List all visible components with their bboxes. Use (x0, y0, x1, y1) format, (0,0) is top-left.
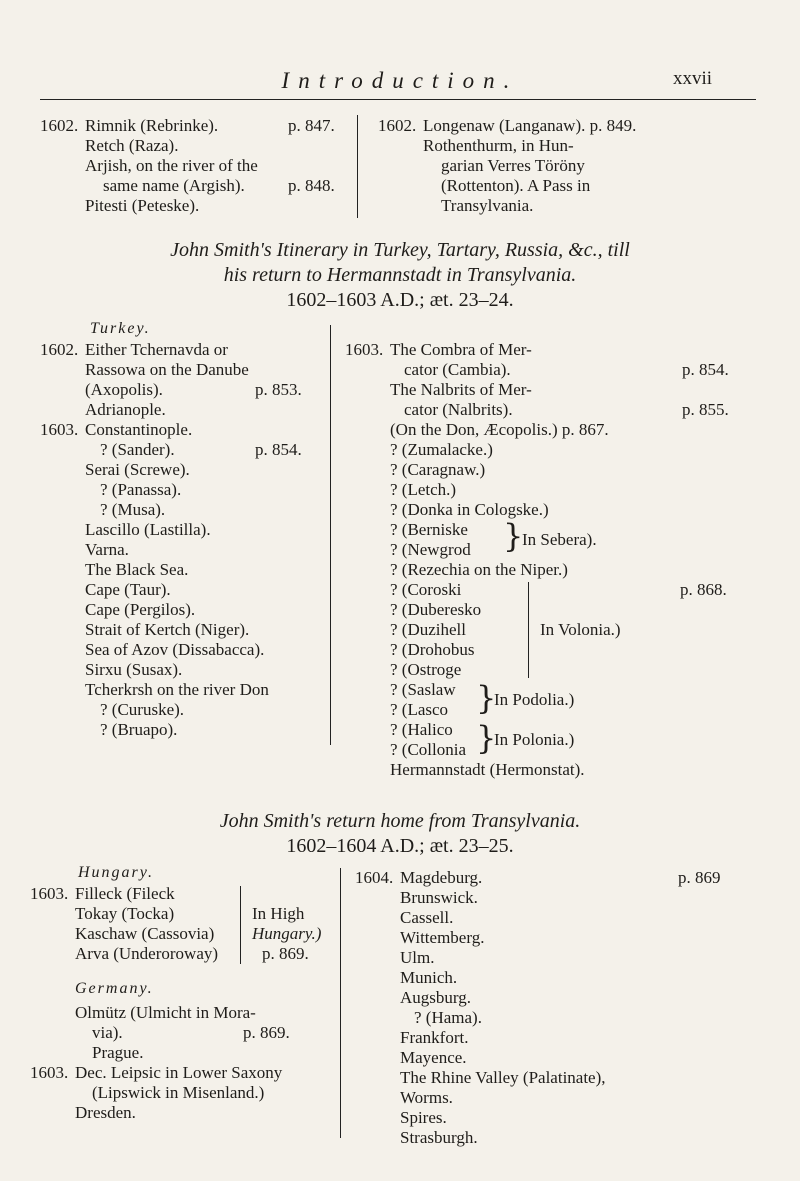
sub-heading-turkey: Turkey. (90, 320, 151, 337)
entry: Strait of Kertch (Niger). (85, 620, 250, 639)
header-rule (40, 99, 756, 100)
entry: ? (Coroski (390, 580, 462, 599)
entry: Pitesti (Peteske). (85, 196, 200, 215)
entry: Augsburg. (400, 988, 471, 1007)
entry: ? (Bruapo). (100, 720, 178, 739)
entry: Rothenthurm, in Hun- (423, 136, 574, 155)
entry: Munich. (400, 968, 458, 987)
entry-year: 1603. (40, 420, 79, 439)
entry: (Rottenton). A Pass in (441, 176, 591, 195)
entry: ? (Duberesko (390, 600, 482, 619)
entry: garian Verres Töröny (441, 156, 585, 175)
entry: ? (Collonia (390, 740, 467, 759)
page-ref: p. 848. (288, 176, 335, 195)
entry: ? (Zumalacke.) (390, 440, 493, 459)
page-ref: p. 869 (678, 868, 721, 887)
entry: (Lipswick in Misenland.) (92, 1083, 265, 1102)
entry: ? (Curuske). (100, 700, 185, 719)
group-bracket (240, 886, 241, 964)
section-title: John Smith's return home from Transylvania. (219, 810, 581, 832)
entry: Brunswick. (400, 888, 478, 907)
entry: (Axopolis). (85, 380, 163, 399)
page-ref: p. 869. (243, 1023, 290, 1042)
entry: ? (Panassa). (100, 480, 182, 499)
column-divider (330, 325, 331, 745)
brace: } (476, 679, 497, 717)
page-ref: p. 868. (680, 580, 727, 599)
entry: The Rhine Valley (Palatinate), (400, 1068, 606, 1087)
page-ref: p. 855. (682, 400, 729, 419)
entry: Sirxu (Susax). (85, 660, 183, 679)
page-ref: p. 854. (682, 360, 729, 379)
entry: Wittemberg. (400, 928, 485, 947)
entry: ? (Drohobus (390, 640, 475, 659)
group-bracket (528, 582, 529, 678)
entry: ? (Rezechia on the Niper.) (390, 560, 568, 579)
entry: Olmütz (Ulmicht in Mora- (75, 1003, 256, 1022)
entry: ? (Newgrod (390, 540, 471, 559)
brace: } (503, 517, 524, 555)
entry: Rimnik (Rebrinke). (85, 116, 219, 135)
entry: Tcherkrsh on the river Don (85, 680, 269, 699)
entry: Serai (Screwe). (85, 460, 190, 479)
entry-year: 1603. (345, 340, 384, 359)
entry: via). (92, 1023, 123, 1042)
page-ref: p. 847. (288, 116, 335, 135)
entry: ? (Donka in Cologske.) (390, 500, 549, 519)
section-date: 1602–1603 A.D.; æt. 23–24. (286, 289, 514, 311)
entry: ? (Ostroge (390, 660, 462, 679)
entry: Sea of Azov (Dissabacca). (85, 640, 265, 659)
entry: Tokay (Tocka) (75, 904, 175, 923)
entry: Filleck (Fileck (75, 884, 175, 903)
group-label: Hungary.) (252, 924, 322, 943)
entry: Constantinople. (85, 420, 193, 439)
section-date: 1602–1604 A.D.; æt. 23–25. (286, 835, 514, 857)
page-ref: p. 853. (255, 380, 302, 399)
entry: Frankfort. (400, 1028, 469, 1047)
entry: Dresden. (75, 1103, 136, 1122)
brace: } (476, 719, 497, 757)
column-divider (340, 868, 341, 1138)
entry-year: 1602. (378, 116, 417, 135)
entry: Cape (Pergilos). (85, 600, 196, 619)
column-divider (357, 115, 358, 218)
entry: Retch (Raza). (85, 136, 179, 155)
entry: Either Tchernavda or (85, 340, 228, 359)
entry: Mayence. (400, 1048, 467, 1067)
entry: Strasburgh. (400, 1128, 478, 1147)
entry: Transylvania. (441, 196, 534, 215)
entry: ? (Lasco (390, 700, 449, 719)
entry: ? (Letch.) (390, 480, 457, 499)
page-ref: p. 869. (262, 944, 309, 963)
group-label: In High (252, 904, 305, 923)
entry: Longenaw (Langanaw). p. 849. (423, 116, 637, 135)
entry: The Black Sea. (85, 560, 189, 579)
section-title: John Smith's Itinerary in Turkey, Tartary, Russia, &c., till (170, 239, 630, 261)
entry: Adrianople. (85, 400, 166, 419)
entry: ? (Duzihell (390, 620, 466, 639)
entry-year: 1603. (30, 1063, 69, 1082)
entry: Ulm. (400, 948, 435, 967)
page-number: xxvii (672, 68, 712, 89)
entry: Dec. Leipsic in Lower Saxony (75, 1063, 283, 1082)
entry: Hermannstadt (Hermonstat). (390, 760, 585, 779)
entry: ? (Berniske (390, 520, 468, 539)
group-label: In Polonia.) (494, 730, 575, 749)
section-title: his return to Hermannstadt in Transylvania. (223, 264, 577, 286)
entry: Arva (Underoroway) (75, 944, 219, 963)
sub-heading-germany: Germany. (75, 980, 154, 997)
entry-year: 1602. (40, 116, 79, 135)
entry: Rassowa on the Danube (85, 360, 249, 379)
entry: ? (Hama). (414, 1008, 482, 1027)
entry: ? (Musa). (100, 500, 166, 519)
entry: Cape (Taur). (85, 580, 171, 599)
running-header: Introduction. (281, 68, 519, 93)
entry: The Combra of Mer- (390, 340, 532, 359)
page-ref: p. 854. (255, 440, 302, 459)
entry: ? (Sander). (100, 440, 175, 459)
entry: The Nalbrits of Mer- (390, 380, 532, 399)
entry: ? (Halico (390, 720, 453, 739)
entry: cator (Nalbrits). (404, 400, 513, 419)
entry-year: 1603. (30, 884, 69, 903)
entry: Kaschaw (Cassovia) (75, 924, 215, 943)
entry: ? (Caragnaw.) (390, 460, 486, 479)
sub-heading-hungary: Hungary. (78, 864, 154, 881)
entry: cator (Cambia). (404, 360, 511, 379)
entry: Prague. (92, 1043, 144, 1062)
entry: Arjish, on the river of the (85, 156, 258, 175)
group-label: In Podolia.) (494, 690, 575, 709)
entry: Varna. (85, 540, 129, 559)
group-label: In Volonia.) (540, 620, 621, 639)
entry: Worms. (400, 1088, 453, 1107)
entry: Cassell. (400, 908, 454, 927)
entry: Magdeburg. (400, 868, 483, 887)
entry: (On the Don, Æcopolis.) p. 867. (390, 420, 609, 439)
entry: Lascillo (Lastilla). (85, 520, 211, 539)
entry: Spires. (400, 1108, 447, 1127)
entry-year: 1604. (355, 868, 394, 887)
entry: same name (Argish). (103, 176, 245, 195)
entry-year: 1602. (40, 340, 79, 359)
entry: ? (Saslaw (390, 680, 456, 699)
group-label: In Sebera). (522, 530, 597, 549)
